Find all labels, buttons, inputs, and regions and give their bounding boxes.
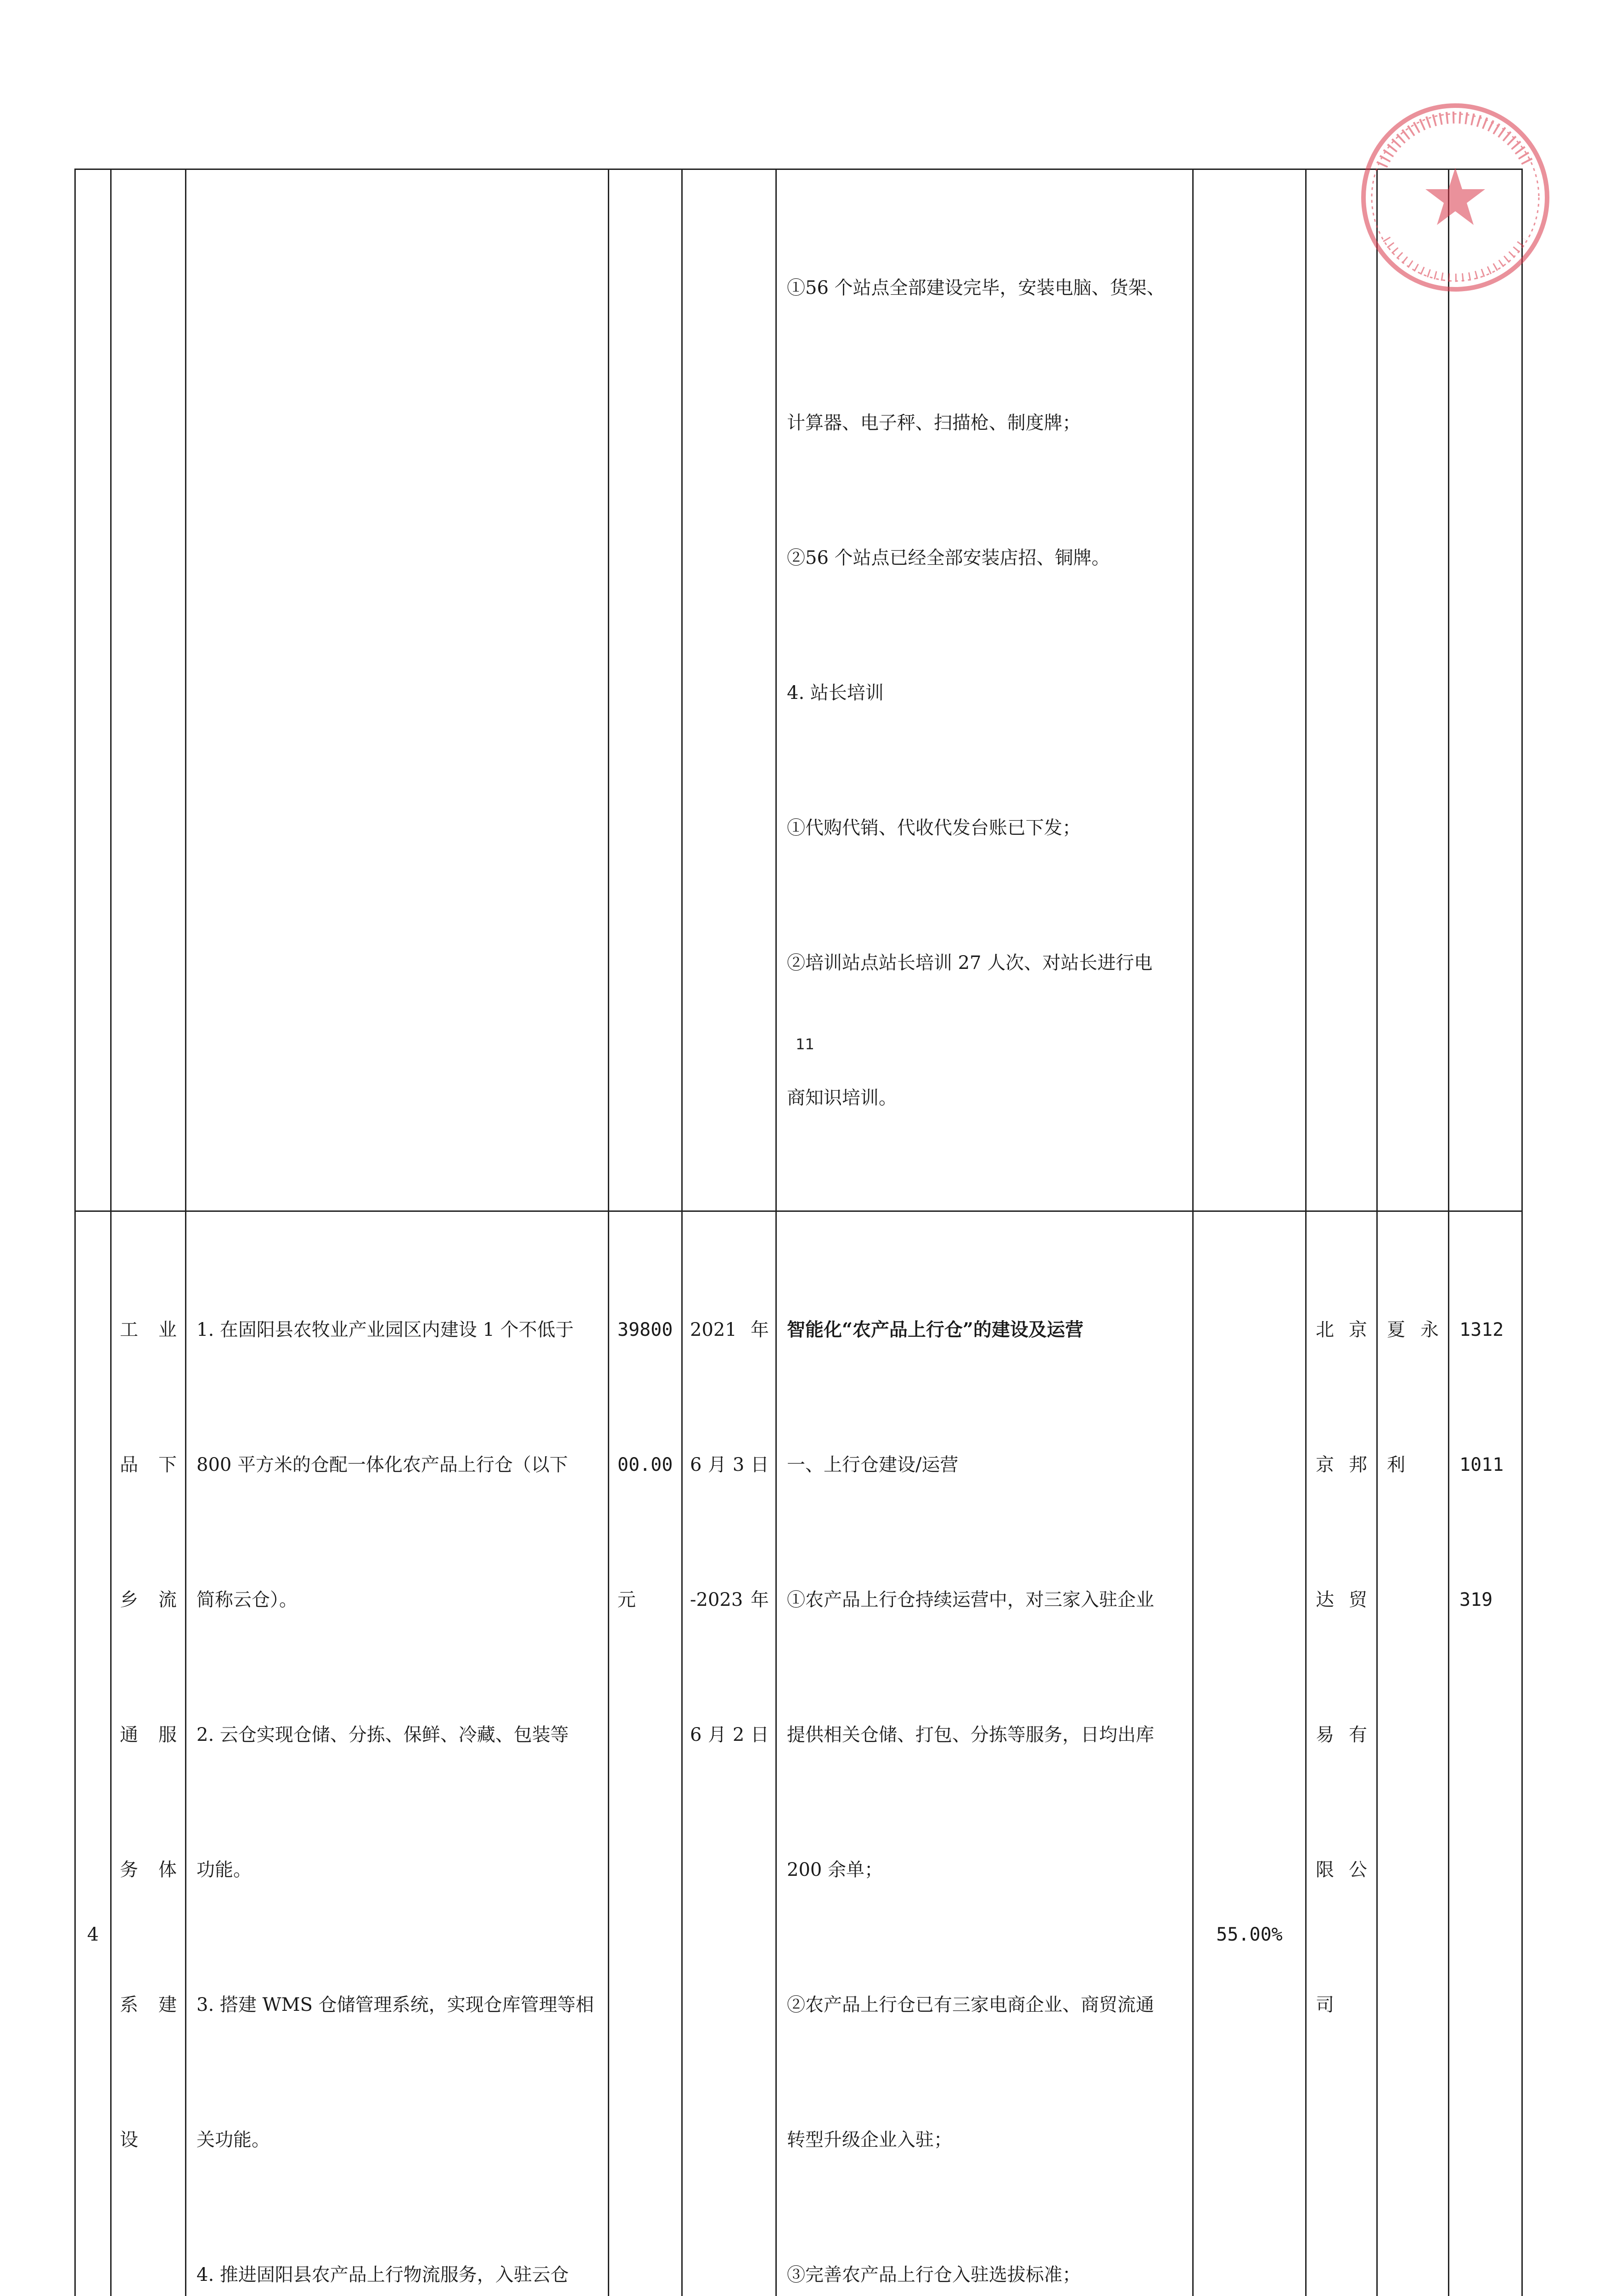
progress-line: 商知识培训。 (787, 1075, 1182, 1120)
progress-line: ①代购代销、代收代发台账已下发； (787, 805, 1182, 850)
phone-line: 1011 (1459, 1442, 1517, 1487)
project-name-line: 系 建 (120, 1982, 177, 2027)
content-line: 4. 推进固阳县农产品上行物流服务，入驻云仓 (196, 2252, 598, 2296)
amount-cell (609, 1211, 682, 2296)
progress-line: 转型升级企业入驻； (787, 2117, 1182, 2162)
progress-line: ③完善农产品上行仓入驻选拔标准； (787, 2252, 1182, 2296)
phone-text (1449, 1212, 1521, 1712)
amount-cell (609, 169, 682, 1211)
project-name-cell (111, 169, 186, 1211)
contact-cell (1377, 1211, 1449, 2296)
progress-line: ②56 个站点已经全部安装店招、铜牌。 (787, 535, 1182, 580)
progress-cell (776, 169, 1193, 1211)
completion-rate-cell (1193, 1211, 1306, 2296)
content-line: 800 平方米的仓配一体化农产品上行仓（以下 (196, 1442, 598, 1487)
completion-rate: 55.00% (1216, 1924, 1283, 1945)
completion-rate-cell (1193, 169, 1306, 1211)
star-icon (1425, 168, 1485, 225)
content-line: 简称云仓）。 (196, 1577, 598, 1622)
period-text (683, 1212, 775, 1847)
company-cell (1306, 169, 1377, 1211)
table-row (75, 1211, 1522, 2296)
content-line: 关功能。 (196, 2117, 598, 2162)
period-cell (682, 1211, 776, 2296)
progress-line: ①56 个站点全部建设完毕，安装电脑、货架、 (787, 265, 1182, 310)
amount-line: 元 (617, 1577, 677, 1622)
phone-cell (1449, 1211, 1522, 2296)
index-cell (75, 1211, 111, 2296)
company-line: 易 有 (1316, 1712, 1367, 1757)
contact-cell (1377, 169, 1449, 1211)
content-line: 2. 云仓实现仓储、分拣、保鲜、冷藏、包装等 (196, 1712, 598, 1757)
company-line: 达 贸 (1316, 1577, 1367, 1622)
progress-line: ②农产品上行仓已有三家电商企业、商贸流通 (787, 1982, 1182, 2027)
progress-line: 4. 站长培训 (787, 670, 1182, 715)
project-name-text (112, 1212, 185, 2252)
project-name-line: 工 业 (120, 1307, 177, 1352)
content-line: 功能。 (196, 1847, 598, 1892)
progress-line: 200 余单； (787, 1847, 1182, 1892)
index-cell (75, 169, 111, 1211)
content-line: 1. 在固阳县农牧业产业园区内建设 1 个不低于 (196, 1307, 598, 1352)
contact-text (1378, 1212, 1448, 1577)
construction-content-text (186, 1212, 608, 2296)
official-seal-stamp (1322, 87, 1561, 308)
project-name-line: 通 服 (120, 1712, 177, 1757)
period-line: -2023年 (690, 1577, 769, 1622)
project-name-line: 乡 流 (120, 1577, 177, 1622)
progress-text (777, 1212, 1192, 2296)
content-line: 3. 搭建 WMS 仓储管理系统，实现仓库管理等相 (196, 1982, 598, 2027)
page-number: 11 (0, 1035, 1610, 1053)
phone-line: 1312 (1459, 1307, 1517, 1352)
project-progress-table (74, 169, 1523, 2296)
progress-text (777, 170, 1192, 1210)
progress-line: ②培训站点站长培训 27 人次、对站长进行电 (787, 940, 1182, 985)
construction-content-cell (186, 1211, 609, 2296)
progress-cell (776, 1211, 1193, 2296)
table-row (75, 169, 1522, 1211)
amount-text (609, 1212, 681, 1712)
amount-line: 39800 (617, 1307, 677, 1352)
progress-title: 智能化“农产品上行仓”的建设及运营 (787, 1307, 1182, 1352)
company-text (1307, 1212, 1376, 2117)
period-line: 6月2日 (690, 1712, 769, 1757)
phone-line: 319 (1459, 1577, 1517, 1622)
project-name-cell (111, 1211, 186, 2296)
progress-line: 一、上行仓建设/运营 (787, 1442, 1182, 1487)
progress-line: 提供相关仓储、打包、分拣等服务，日均出库 (787, 1712, 1182, 1757)
company-line: 司 (1316, 1982, 1367, 2027)
company-cell (1306, 1211, 1377, 2296)
contact-line: 夏 永 (1387, 1307, 1439, 1352)
period-line: 2021 年 (690, 1307, 769, 1352)
company-line: 京 邦 (1316, 1442, 1367, 1487)
row-index: 4 (87, 1924, 99, 1945)
company-line: 北 京 (1316, 1307, 1367, 1352)
construction-content-cell (186, 169, 609, 1211)
phone-cell (1449, 169, 1522, 1211)
progress-line: ①农产品上行仓持续运营中，对三家入驻企业 (787, 1577, 1182, 1622)
period-cell (682, 169, 776, 1211)
company-line: 限 公 (1316, 1847, 1367, 1892)
amount-line: 00.00 (617, 1442, 677, 1487)
project-name-line: 务 体 (120, 1847, 177, 1892)
period-line: 6月3日 (690, 1442, 769, 1487)
project-name-line: 品 下 (120, 1442, 177, 1487)
project-name-line: 设 (120, 2117, 177, 2162)
progress-line: 计算器、电子秤、扫描枪、制度牌； (787, 400, 1182, 445)
contact-line: 利 (1387, 1442, 1439, 1487)
